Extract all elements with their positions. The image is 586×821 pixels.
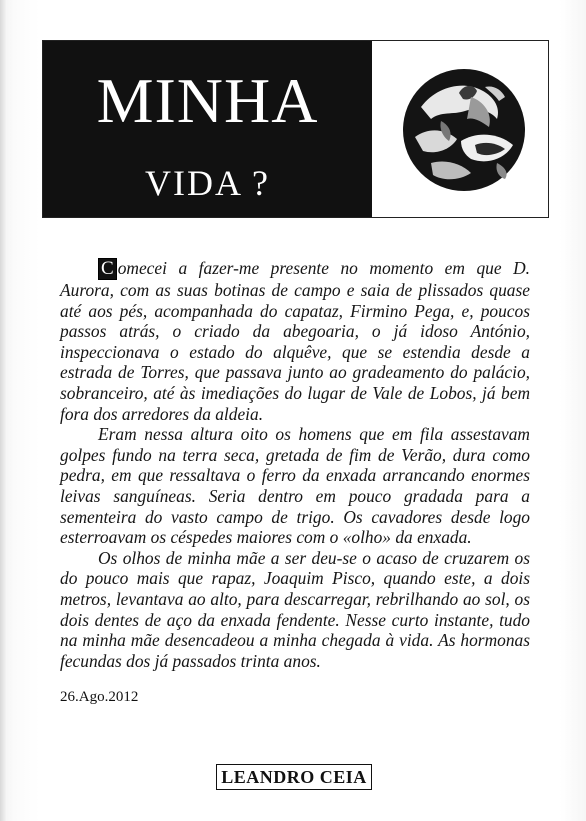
cover-illustration xyxy=(401,67,527,193)
body-text xyxy=(60,258,530,671)
paragraph-3: Os olhos de minha mãe a ser deu-se o acaso de cruzarem os do pouco mais que rapaz, Joaquim Pisco, quando este, a dois metros, levantava ao alto, para descarregar, rebrilhando ao sol, os dois dentes de aço da enxada fendente. Nesse curto instante, tudo na minha mãe desencadeou a minha chegada à vida. As hormonas fecundas dos já passados trinta anos. xyxy=(60,547,530,671)
title-panel xyxy=(43,41,372,217)
paragraph-1-text: omecei a fazer-me presente no momento em que D. Aurora, com as suas botinas de campo e saia de plissados quase até aos pés, acompanhada do capataz, Firmino Pega, e, poucos passos atrás, o criado da abegoaria, o já idoso António, inspeccionava o estado do alquêve, que se estendia desde a estrada de Torres, que passava junto ao gradeamento do palácio, sobranceiro, até às imediações do lugar de Vale de Lobos, já bem fora dos arredores da aldeia. xyxy=(60,258,530,424)
drop-cap: C xyxy=(98,258,117,280)
paragraph-2: Eram nessa altura oito os homens que em fila assestavam golpes fundo na terra seca, gretada de fim de Verão, dura como pedra, em que ressaltava o ferro da enxada arrancando enormes leivas sanguíneas. Seria dentro em pouco gradada para a sementeira do vasto campo de trigo. Os cavadores desde logo esterroavam os céspedes maiores com o «olho» da enxada. xyxy=(60,424,530,548)
author-name: LEANDRO CEIA xyxy=(216,764,372,790)
title-line-1: MINHA xyxy=(96,65,319,136)
title-line-2: VIDA ? xyxy=(145,163,270,203)
spine-shadow xyxy=(0,0,6,821)
title-block xyxy=(42,40,549,218)
paragraph-1 xyxy=(60,258,530,424)
date-line: 26.Ago.2012 xyxy=(60,689,139,705)
